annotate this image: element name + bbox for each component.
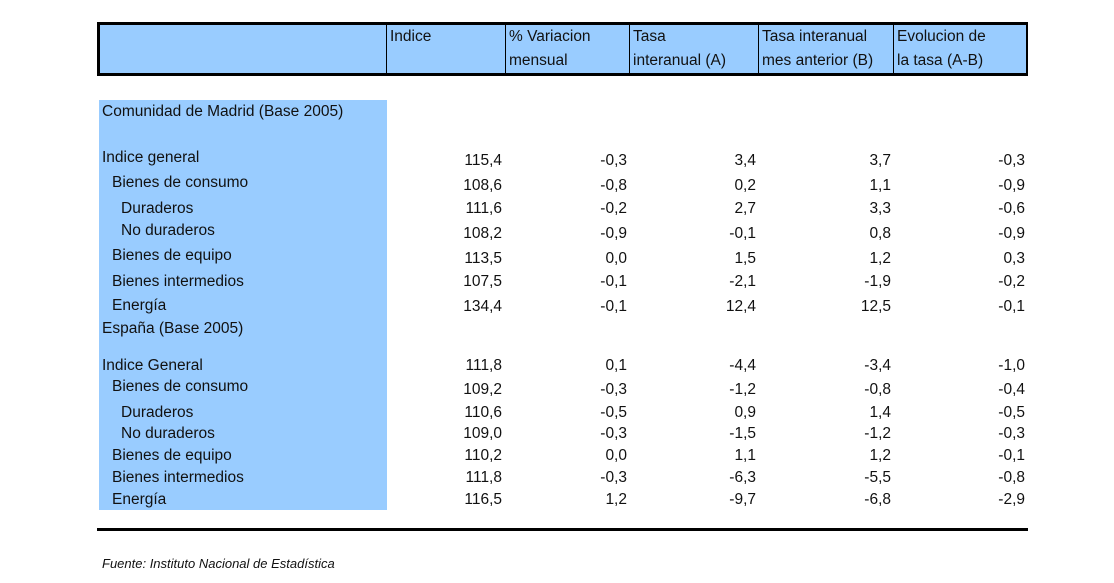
header-evolucion-tasa: Evolucion de la tasa (A-B) xyxy=(897,28,986,69)
section-title: Comunidad de Madrid (Base 2005) xyxy=(102,103,344,120)
row-label: Indice General xyxy=(102,357,203,374)
cell-indice: 111,6 xyxy=(465,200,502,217)
cell-indice: 109,2 xyxy=(463,381,502,398)
cell-evolucion: -0,9 xyxy=(998,177,1025,194)
cell-tasa-b: -6,8 xyxy=(864,491,891,508)
cell-indice: 109,0 xyxy=(463,425,502,442)
cell-tasa-a: 1,5 xyxy=(734,250,756,267)
cell-tasa-a: -1,2 xyxy=(729,381,756,398)
cell-evolucion: -0,4 xyxy=(998,381,1025,398)
cell-evolucion: -0,2 xyxy=(998,273,1025,290)
row-label: Bienes de equipo xyxy=(112,447,232,464)
header-tasa-interanual: Tasa interanual (A) xyxy=(633,28,727,69)
row-label: Bienes intermedios xyxy=(112,469,244,486)
cell-tasa-b: -1,2 xyxy=(864,425,891,442)
cell-indice: 107,5 xyxy=(463,273,502,290)
cell-tasa-b: 12,5 xyxy=(860,298,891,315)
cell-evolucion: -0,1 xyxy=(998,298,1025,315)
cell-tasa-b: 1,4 xyxy=(869,404,891,421)
cell-tasa-a: -0,1 xyxy=(729,225,756,242)
cell-evolucion: -0,8 xyxy=(998,469,1025,486)
cell-tasa-b: -3,4 xyxy=(864,357,891,374)
cell-variacion: -0,1 xyxy=(600,298,627,315)
row-label: No duraderos xyxy=(121,425,215,442)
row-label: Bienes de consumo xyxy=(112,174,249,191)
cell-tasa-a: 0,2 xyxy=(734,177,756,194)
cell-tasa-b: 0,8 xyxy=(869,225,891,242)
header-bottom-rule xyxy=(97,73,1028,76)
cell-tasa-a: 1,1 xyxy=(734,447,756,464)
cell-tasa-a: -4,4 xyxy=(729,357,756,374)
cell-variacion: -0,5 xyxy=(600,404,627,421)
row-label: Energía xyxy=(112,297,167,314)
cell-variacion: -0,1 xyxy=(600,273,627,290)
footer-rule xyxy=(97,528,1028,531)
cell-variacion: -0,2 xyxy=(600,200,627,217)
cell-tasa-b: 1,2 xyxy=(869,250,891,267)
header-tasa-mes-anterior: Tasa interanual mes anterior (B) xyxy=(762,28,874,69)
header-right-border xyxy=(1026,22,1028,76)
cell-variacion: -0,8 xyxy=(600,177,627,194)
cell-tasa-b: 3,3 xyxy=(869,200,891,217)
cell-tasa-b: 1,1 xyxy=(869,177,891,194)
cell-tasa-a: 0,9 xyxy=(734,404,756,421)
cell-tasa-a: -1,5 xyxy=(729,425,756,442)
cell-indice: 116,5 xyxy=(464,491,502,508)
cell-tasa-a: 3,4 xyxy=(734,152,756,169)
cell-variacion: 1,2 xyxy=(605,491,627,508)
row-label: Energía xyxy=(112,491,167,508)
cell-indice: 115,4 xyxy=(464,152,502,169)
cell-tasa-b: -5,5 xyxy=(864,469,891,486)
cell-tasa-a: -6,3 xyxy=(729,469,756,486)
cell-indice: 108,6 xyxy=(463,177,502,194)
cell-indice: 110,2 xyxy=(464,447,502,464)
cell-variacion: 0,1 xyxy=(605,357,627,374)
cell-variacion: -0,3 xyxy=(600,469,627,486)
cell-tasa-b: 3,7 xyxy=(869,152,891,169)
cell-evolucion: -0,3 xyxy=(998,152,1025,169)
cell-evolucion: -0,3 xyxy=(998,425,1025,442)
cell-variacion: -0,3 xyxy=(600,425,627,442)
section-title: España (Base 2005) xyxy=(102,320,244,337)
header-indice: Indice xyxy=(390,28,432,45)
cell-variacion: -0,3 xyxy=(600,152,627,169)
cell-tasa-a: -9,7 xyxy=(729,491,756,508)
row-label: Indice general xyxy=(102,149,200,166)
cell-evolucion: -2,9 xyxy=(998,491,1025,508)
cell-indice: 111,8 xyxy=(465,357,502,374)
cell-tasa-a: -2,1 xyxy=(729,273,756,290)
cell-evolucion: -1,0 xyxy=(998,357,1025,374)
row-label: Duraderos xyxy=(121,200,194,217)
cell-evolucion: -0,9 xyxy=(998,225,1025,242)
cell-indice: 113,5 xyxy=(464,250,502,267)
row-label: Bienes de equipo xyxy=(112,247,232,264)
cell-tasa-b: -1,9 xyxy=(864,273,891,290)
cell-evolucion: -0,1 xyxy=(998,447,1025,464)
cell-variacion: 0,0 xyxy=(605,250,627,267)
cell-evolucion: -0,5 xyxy=(998,404,1025,421)
cell-evolucion: 0,3 xyxy=(1003,250,1025,267)
cell-tasa-a: 12,4 xyxy=(725,298,756,315)
cell-tasa-b: -0,8 xyxy=(864,381,891,398)
cell-variacion: -0,9 xyxy=(600,225,627,242)
row-label: No duraderos xyxy=(121,222,215,239)
row-label: Bienes de consumo xyxy=(112,378,249,395)
row-label: Bienes intermedios xyxy=(112,273,244,290)
source-note: Fuente: Instituto Nacional de Estadística xyxy=(102,556,335,571)
header-variacion-mensual: % Variacion mensual xyxy=(509,28,591,69)
cell-tasa-b: 1,2 xyxy=(869,447,891,464)
header-left-border xyxy=(97,22,100,76)
cell-variacion: -0,3 xyxy=(600,381,627,398)
cell-evolucion: -0,6 xyxy=(998,200,1025,217)
cell-indice: 108,2 xyxy=(463,225,502,242)
row-label: Duraderos xyxy=(121,404,194,421)
cell-indice: 111,8 xyxy=(465,469,502,486)
cell-indice: 110,6 xyxy=(464,404,502,421)
cell-variacion: 0,0 xyxy=(605,447,627,464)
cell-indice: 134,4 xyxy=(463,298,502,315)
cell-tasa-a: 2,7 xyxy=(734,200,756,217)
